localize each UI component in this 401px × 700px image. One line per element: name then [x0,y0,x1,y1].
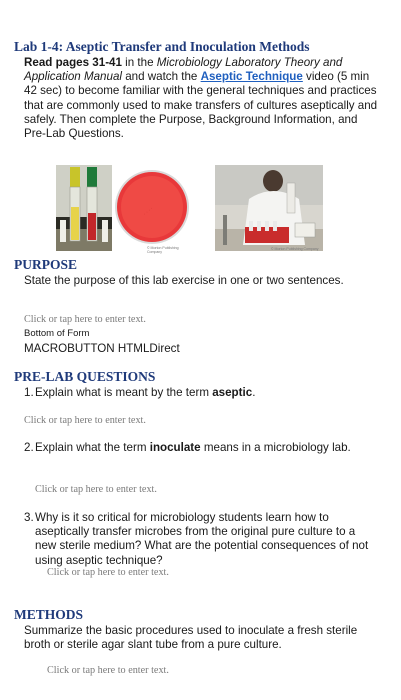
figure-credit-left: © Morton Publishing Company [147,246,179,254]
question-1-term: aseptic [212,386,253,399]
question-2-term: inoculate [149,441,201,454]
question-2 [24,441,354,455]
question-3 [24,511,379,568]
question-2-text-post: means in a microbiology lab. [200,441,351,454]
question-1-text-post: . [252,386,256,399]
intro-watch: and watch the [121,70,201,84]
manual-title: Microbiology Laboratory Theory and Application Manual [24,56,343,84]
macrobutton-field[interactable]: MACROBUTTON HTMLDirect [24,342,180,355]
question-1 [24,386,364,400]
intro-in-the: in the [121,56,157,69]
question-3-text: Why is it so critical for microbiology students learn how to aseptically transfer microbes from the original pure culture to a new sterile medium? What are the potential consequences of not using aseptic technique? [35,511,369,567]
question-1-answer-field[interactable]: Click or tap here to enter text. [24,415,146,426]
methods-heading: METHODS [14,607,84,622]
prelab-heading: PRE-LAB QUESTIONS [14,369,156,384]
figure-credit-right: © Morton Publishing Company [271,247,319,251]
methods-answer-field[interactable]: Click or tap here to enter text. [47,665,169,676]
read-pages: Read pages 31-41 [24,56,122,69]
question-2-number: 2. [24,441,34,454]
svg-text:· · · ·: · · · · [142,205,155,218]
purpose-answer-field[interactable]: Click or tap here to enter text. [24,314,146,325]
agar-plate-photo [113,165,191,254]
bottom-of-form-label: Bottom of Form [24,328,90,339]
intro-paragraph [24,56,379,141]
question-1-number: 1. [24,386,34,399]
purpose-heading: PURPOSE [14,257,78,272]
methods-instruction: Summarize the basic procedures used to inoculate a fresh sterile broth or sterile agar slant tube from a pure culture. [24,624,358,652]
test-tubes-photo [56,165,112,251]
question-2-text-pre: Explain what the term [35,441,150,454]
question-3-number: 3. [24,511,34,524]
question-2-answer-field[interactable]: Click or tap here to enter text. [35,484,157,495]
question-1-text-pre: Explain what is meant by the term [35,386,213,399]
purpose-instruction: State the purpose of this lab exercise in one or two sentences. [24,274,344,287]
lab-worker-photo [215,165,323,251]
intro-rest: video (5 min 42 sec) to become familiar with the general techniques and practices that are commonly used to make transfers of cultures aseptically and safely. Then complete the Purpose, Background Information, and Pre-Lab Questions. [24,70,378,141]
lab-title: Lab 1-4: Aseptic Transfer and Inoculation Methods [14,39,310,54]
question-3-answer-field[interactable]: Click or tap here to enter text. [47,567,169,578]
aseptic-technique-video-link[interactable]: Aseptic Technique [200,70,303,84]
